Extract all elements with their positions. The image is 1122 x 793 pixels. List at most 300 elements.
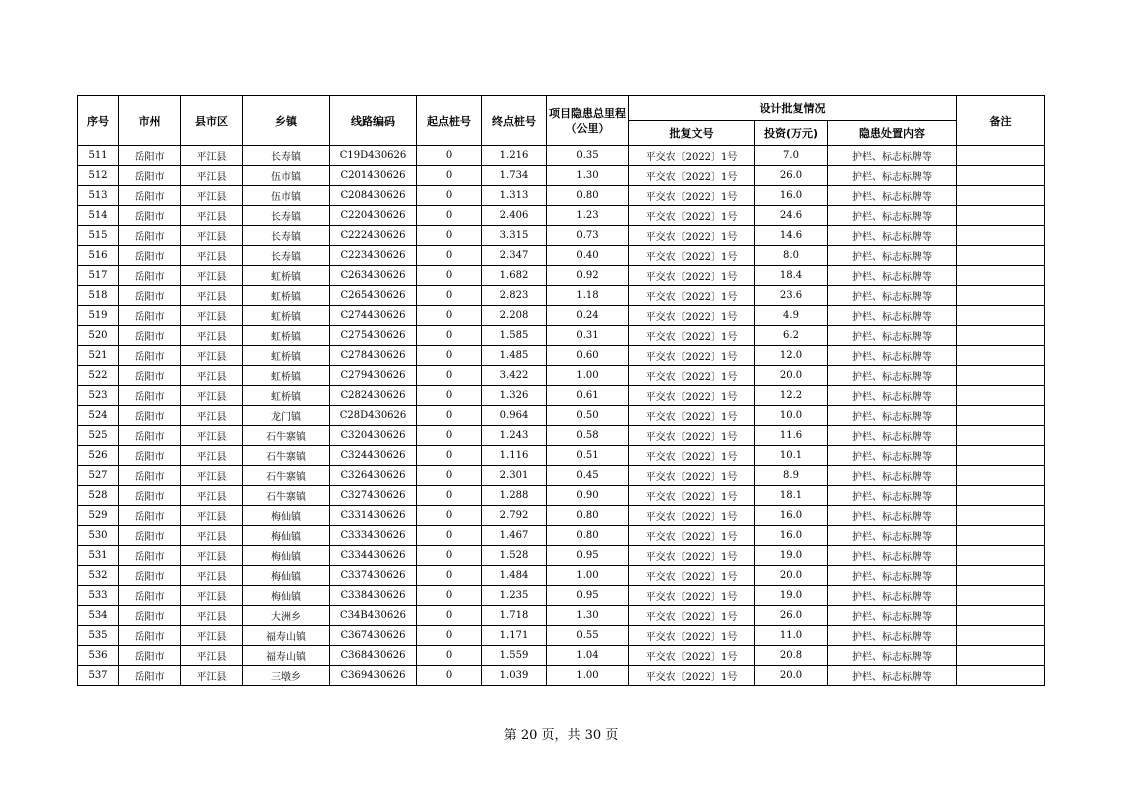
cell-county: 平江县 bbox=[181, 506, 243, 526]
cell-remarks bbox=[957, 666, 1045, 686]
cell-route-code: C274430626 bbox=[330, 306, 417, 326]
cell-total-mileage: 0.45 bbox=[547, 466, 629, 486]
table-row bbox=[78, 406, 1045, 426]
header-row-1 bbox=[78, 96, 1045, 121]
cell-end-stake: 2.208 bbox=[482, 306, 547, 326]
cell-seq: 530 bbox=[78, 526, 119, 546]
cell-investment: 4.9 bbox=[755, 306, 828, 326]
cell-end-stake: 1.235 bbox=[482, 586, 547, 606]
cell-approval-doc: 平交农〔2022〕1号 bbox=[629, 546, 755, 566]
cell-city: 岳阳市 bbox=[119, 246, 181, 266]
cell-end-stake: 1.467 bbox=[482, 526, 547, 546]
cell-seq: 535 bbox=[78, 626, 119, 646]
table-row bbox=[78, 666, 1045, 686]
cell-treatment: 护栏、标志标牌等 bbox=[828, 186, 957, 206]
cell-end-stake: 1.734 bbox=[482, 166, 547, 186]
cell-start-stake: 0 bbox=[417, 246, 482, 266]
cell-approval-doc: 平交农〔2022〕1号 bbox=[629, 526, 755, 546]
cell-city: 岳阳市 bbox=[119, 146, 181, 166]
cell-seq: 522 bbox=[78, 366, 119, 386]
cell-start-stake: 0 bbox=[417, 386, 482, 406]
cell-investment: 19.0 bbox=[755, 586, 828, 606]
cell-remarks bbox=[957, 226, 1045, 246]
cell-investment: 18.4 bbox=[755, 266, 828, 286]
cell-route-code: C326430626 bbox=[330, 466, 417, 486]
cell-approval-doc: 平交农〔2022〕1号 bbox=[629, 366, 755, 386]
cell-town: 长寿镇 bbox=[243, 246, 330, 266]
cell-county: 平江县 bbox=[181, 586, 243, 606]
cell-seq: 536 bbox=[78, 646, 119, 666]
cell-end-stake: 2.406 bbox=[482, 206, 547, 226]
cell-county: 平江县 bbox=[181, 346, 243, 366]
cell-approval-doc: 平交农〔2022〕1号 bbox=[629, 306, 755, 326]
table-row bbox=[78, 386, 1045, 406]
cell-treatment: 护栏、标志标牌等 bbox=[828, 566, 957, 586]
cell-total-mileage: 1.00 bbox=[547, 366, 629, 386]
cell-city: 岳阳市 bbox=[119, 606, 181, 626]
cell-treatment: 护栏、标志标牌等 bbox=[828, 446, 957, 466]
cell-investment: 20.8 bbox=[755, 646, 828, 666]
cell-town: 虹桥镇 bbox=[243, 266, 330, 286]
cell-treatment: 护栏、标志标牌等 bbox=[828, 586, 957, 606]
cell-total-mileage: 0.80 bbox=[547, 526, 629, 546]
cell-investment: 26.0 bbox=[755, 166, 828, 186]
cell-total-mileage: 0.35 bbox=[547, 146, 629, 166]
cell-total-mileage: 0.80 bbox=[547, 506, 629, 526]
cell-total-mileage: 0.90 bbox=[547, 486, 629, 506]
cell-route-code: C279430626 bbox=[330, 366, 417, 386]
cell-treatment: 护栏、标志标牌等 bbox=[828, 646, 957, 666]
cell-seq: 517 bbox=[78, 266, 119, 286]
cell-treatment: 护栏、标志标牌等 bbox=[828, 606, 957, 626]
cell-remarks bbox=[957, 146, 1045, 166]
cell-town: 龙门镇 bbox=[243, 406, 330, 426]
cell-remarks bbox=[957, 266, 1045, 286]
header-design-approval: 设计批复情况 bbox=[629, 96, 957, 121]
cell-treatment: 护栏、标志标牌等 bbox=[828, 306, 957, 326]
cell-treatment: 护栏、标志标牌等 bbox=[828, 206, 957, 226]
cell-remarks bbox=[957, 646, 1045, 666]
cell-treatment: 护栏、标志标牌等 bbox=[828, 326, 957, 346]
cell-end-stake: 3.422 bbox=[482, 366, 547, 386]
cell-end-stake: 1.682 bbox=[482, 266, 547, 286]
cell-seq: 511 bbox=[78, 146, 119, 166]
cell-end-stake: 1.528 bbox=[482, 546, 547, 566]
cell-city: 岳阳市 bbox=[119, 446, 181, 466]
cell-route-code: C333430626 bbox=[330, 526, 417, 546]
cell-start-stake: 0 bbox=[417, 646, 482, 666]
cell-end-stake: 1.718 bbox=[482, 606, 547, 626]
cell-county: 平江县 bbox=[181, 406, 243, 426]
cell-end-stake: 1.288 bbox=[482, 486, 547, 506]
cell-seq: 524 bbox=[78, 406, 119, 426]
cell-town: 虹桥镇 bbox=[243, 346, 330, 366]
cell-start-stake: 0 bbox=[417, 666, 482, 686]
cell-treatment: 护栏、标志标牌等 bbox=[828, 466, 957, 486]
header-route-code: 线路编码 bbox=[330, 96, 417, 146]
cell-route-code: C201430626 bbox=[330, 166, 417, 186]
cell-end-stake: 1.171 bbox=[482, 626, 547, 646]
header-investment: 投资(万元) bbox=[755, 121, 828, 146]
cell-approval-doc: 平交农〔2022〕1号 bbox=[629, 586, 755, 606]
cell-remarks bbox=[957, 186, 1045, 206]
cell-city: 岳阳市 bbox=[119, 386, 181, 406]
cell-investment: 10.0 bbox=[755, 406, 828, 426]
cell-town: 伍市镇 bbox=[243, 166, 330, 186]
table-row bbox=[78, 446, 1045, 466]
table-row bbox=[78, 506, 1045, 526]
cell-seq: 519 bbox=[78, 306, 119, 326]
cell-town: 梅仙镇 bbox=[243, 566, 330, 586]
cell-total-mileage: 1.04 bbox=[547, 646, 629, 666]
cell-investment: 6.2 bbox=[755, 326, 828, 346]
header-start-stake: 起点桩号 bbox=[417, 96, 482, 146]
table-row bbox=[78, 486, 1045, 506]
table-row bbox=[78, 526, 1045, 546]
cell-seq: 537 bbox=[78, 666, 119, 686]
cell-end-stake: 1.243 bbox=[482, 426, 547, 446]
cell-end-stake: 2.347 bbox=[482, 246, 547, 266]
cell-remarks bbox=[957, 586, 1045, 606]
cell-start-stake: 0 bbox=[417, 546, 482, 566]
cell-investment: 19.0 bbox=[755, 546, 828, 566]
cell-treatment: 护栏、标志标牌等 bbox=[828, 266, 957, 286]
cell-treatment: 护栏、标志标牌等 bbox=[828, 406, 957, 426]
cell-start-stake: 0 bbox=[417, 146, 482, 166]
cell-route-code: C223430626 bbox=[330, 246, 417, 266]
header-city: 市州 bbox=[119, 96, 181, 146]
header-town: 乡镇 bbox=[243, 96, 330, 146]
cell-city: 岳阳市 bbox=[119, 306, 181, 326]
cell-treatment: 护栏、标志标牌等 bbox=[828, 426, 957, 446]
cell-total-mileage: 0.51 bbox=[547, 446, 629, 466]
cell-remarks bbox=[957, 486, 1045, 506]
cell-end-stake: 2.823 bbox=[482, 286, 547, 306]
cell-investment: 26.0 bbox=[755, 606, 828, 626]
cell-total-mileage: 1.18 bbox=[547, 286, 629, 306]
cell-town: 梅仙镇 bbox=[243, 586, 330, 606]
cell-start-stake: 0 bbox=[417, 186, 482, 206]
table-row bbox=[78, 206, 1045, 226]
table-row bbox=[78, 286, 1045, 306]
cell-total-mileage: 0.92 bbox=[547, 266, 629, 286]
cell-investment: 16.0 bbox=[755, 526, 828, 546]
cell-seq: 526 bbox=[78, 446, 119, 466]
cell-city: 岳阳市 bbox=[119, 206, 181, 226]
cell-approval-doc: 平交农〔2022〕1号 bbox=[629, 206, 755, 226]
cell-investment: 18.1 bbox=[755, 486, 828, 506]
cell-remarks bbox=[957, 626, 1045, 646]
header-total-mileage: 项目隐患总里程（公里） bbox=[547, 96, 629, 146]
cell-town: 虹桥镇 bbox=[243, 326, 330, 346]
cell-start-stake: 0 bbox=[417, 486, 482, 506]
cell-county: 平江县 bbox=[181, 626, 243, 646]
cell-total-mileage: 0.24 bbox=[547, 306, 629, 326]
cell-investment: 24.6 bbox=[755, 206, 828, 226]
cell-route-code: C222430626 bbox=[330, 226, 417, 246]
cell-start-stake: 0 bbox=[417, 566, 482, 586]
cell-treatment: 护栏、标志标牌等 bbox=[828, 146, 957, 166]
cell-town: 长寿镇 bbox=[243, 226, 330, 246]
cell-county: 平江县 bbox=[181, 606, 243, 626]
cell-start-stake: 0 bbox=[417, 586, 482, 606]
cell-approval-doc: 平交农〔2022〕1号 bbox=[629, 386, 755, 406]
cell-remarks bbox=[957, 606, 1045, 626]
cell-city: 岳阳市 bbox=[119, 546, 181, 566]
cell-start-stake: 0 bbox=[417, 526, 482, 546]
cell-county: 平江县 bbox=[181, 326, 243, 346]
cell-town: 伍市镇 bbox=[243, 186, 330, 206]
cell-approval-doc: 平交农〔2022〕1号 bbox=[629, 666, 755, 686]
cell-seq: 525 bbox=[78, 426, 119, 446]
cell-end-stake: 2.301 bbox=[482, 466, 547, 486]
cell-remarks bbox=[957, 406, 1045, 426]
cell-approval-doc: 平交农〔2022〕1号 bbox=[629, 446, 755, 466]
cell-investment: 10.1 bbox=[755, 446, 828, 466]
cell-route-code: C368430626 bbox=[330, 646, 417, 666]
cell-treatment: 护栏、标志标牌等 bbox=[828, 226, 957, 246]
cell-city: 岳阳市 bbox=[119, 186, 181, 206]
cell-total-mileage: 1.30 bbox=[547, 606, 629, 626]
table-row bbox=[78, 546, 1045, 566]
cell-route-code: C282430626 bbox=[330, 386, 417, 406]
cell-county: 平江县 bbox=[181, 366, 243, 386]
cell-town: 长寿镇 bbox=[243, 206, 330, 226]
cell-total-mileage: 0.60 bbox=[547, 346, 629, 366]
cell-town: 梅仙镇 bbox=[243, 506, 330, 526]
cell-town: 虹桥镇 bbox=[243, 386, 330, 406]
cell-route-code: C334430626 bbox=[330, 546, 417, 566]
cell-county: 平江县 bbox=[181, 566, 243, 586]
cell-total-mileage: 0.95 bbox=[547, 586, 629, 606]
table-row bbox=[78, 246, 1045, 266]
cell-remarks bbox=[957, 346, 1045, 366]
cell-seq: 528 bbox=[78, 486, 119, 506]
page-footer: 第 20 页，共 30 页 bbox=[503, 728, 619, 743]
cell-remarks bbox=[957, 326, 1045, 346]
cell-approval-doc: 平交农〔2022〕1号 bbox=[629, 346, 755, 366]
cell-start-stake: 0 bbox=[417, 366, 482, 386]
cell-start-stake: 0 bbox=[417, 506, 482, 526]
cell-remarks bbox=[957, 546, 1045, 566]
cell-start-stake: 0 bbox=[417, 606, 482, 626]
cell-treatment: 护栏、标志标牌等 bbox=[828, 366, 957, 386]
cell-start-stake: 0 bbox=[417, 166, 482, 186]
cell-investment: 8.9 bbox=[755, 466, 828, 486]
cell-approval-doc: 平交农〔2022〕1号 bbox=[629, 426, 755, 446]
table-row bbox=[78, 186, 1045, 206]
cell-remarks bbox=[957, 526, 1045, 546]
cell-approval-doc: 平交农〔2022〕1号 bbox=[629, 246, 755, 266]
cell-route-code: C327430626 bbox=[330, 486, 417, 506]
cell-investment: 20.0 bbox=[755, 566, 828, 586]
cell-investment: 11.6 bbox=[755, 426, 828, 446]
cell-city: 岳阳市 bbox=[119, 646, 181, 666]
cell-remarks bbox=[957, 306, 1045, 326]
cell-route-code: C263430626 bbox=[330, 266, 417, 286]
cell-route-code: C278430626 bbox=[330, 346, 417, 366]
cell-start-stake: 0 bbox=[417, 406, 482, 426]
cell-town: 大洲乡 bbox=[243, 606, 330, 626]
cell-remarks bbox=[957, 166, 1045, 186]
cell-investment: 16.0 bbox=[755, 186, 828, 206]
cell-approval-doc: 平交农〔2022〕1号 bbox=[629, 286, 755, 306]
cell-end-stake: 3.315 bbox=[482, 226, 547, 246]
cell-total-mileage: 0.50 bbox=[547, 406, 629, 426]
cell-town: 石牛寨镇 bbox=[243, 486, 330, 506]
cell-town: 梅仙镇 bbox=[243, 526, 330, 546]
cell-seq: 529 bbox=[78, 506, 119, 526]
cell-investment: 7.0 bbox=[755, 146, 828, 166]
cell-town: 三墩乡 bbox=[243, 666, 330, 686]
cell-approval-doc: 平交农〔2022〕1号 bbox=[629, 166, 755, 186]
table-row bbox=[78, 226, 1045, 246]
table-row bbox=[78, 166, 1045, 186]
cell-total-mileage: 0.61 bbox=[547, 386, 629, 406]
cell-remarks bbox=[957, 246, 1045, 266]
table-row bbox=[78, 646, 1045, 666]
cell-total-mileage: 1.23 bbox=[547, 206, 629, 226]
cell-seq: 515 bbox=[78, 226, 119, 246]
cell-city: 岳阳市 bbox=[119, 406, 181, 426]
cell-start-stake: 0 bbox=[417, 206, 482, 226]
cell-county: 平江县 bbox=[181, 246, 243, 266]
data-table bbox=[77, 95, 1045, 686]
cell-route-code: C34B430626 bbox=[330, 606, 417, 626]
cell-approval-doc: 平交农〔2022〕1号 bbox=[629, 266, 755, 286]
cell-route-code: C367430626 bbox=[330, 626, 417, 646]
cell-total-mileage: 0.73 bbox=[547, 226, 629, 246]
cell-route-code: C320430626 bbox=[330, 426, 417, 446]
cell-treatment: 护栏、标志标牌等 bbox=[828, 286, 957, 306]
cell-county: 平江县 bbox=[181, 206, 243, 226]
cell-seq: 532 bbox=[78, 566, 119, 586]
cell-end-stake: 1.485 bbox=[482, 346, 547, 366]
cell-remarks bbox=[957, 366, 1045, 386]
table-row bbox=[78, 626, 1045, 646]
cell-investment: 23.6 bbox=[755, 286, 828, 306]
cell-town: 石牛寨镇 bbox=[243, 446, 330, 466]
cell-city: 岳阳市 bbox=[119, 586, 181, 606]
cell-route-code: C275430626 bbox=[330, 326, 417, 346]
cell-approval-doc: 平交农〔2022〕1号 bbox=[629, 186, 755, 206]
cell-treatment: 护栏、标志标牌等 bbox=[828, 506, 957, 526]
cell-seq: 518 bbox=[78, 286, 119, 306]
cell-total-mileage: 0.58 bbox=[547, 426, 629, 446]
cell-total-mileage: 0.31 bbox=[547, 326, 629, 346]
cell-investment: 11.0 bbox=[755, 626, 828, 646]
cell-city: 岳阳市 bbox=[119, 666, 181, 686]
table-row bbox=[78, 466, 1045, 486]
cell-county: 平江县 bbox=[181, 546, 243, 566]
cell-route-code: C337430626 bbox=[330, 566, 417, 586]
cell-seq: 534 bbox=[78, 606, 119, 626]
cell-end-stake: 1.039 bbox=[482, 666, 547, 686]
header-seq: 序号 bbox=[78, 96, 119, 146]
cell-remarks bbox=[957, 386, 1045, 406]
cell-treatment: 护栏、标志标牌等 bbox=[828, 666, 957, 686]
cell-total-mileage: 1.00 bbox=[547, 566, 629, 586]
cell-route-code: C208430626 bbox=[330, 186, 417, 206]
cell-county: 平江县 bbox=[181, 666, 243, 686]
cell-investment: 16.0 bbox=[755, 506, 828, 526]
cell-county: 平江县 bbox=[181, 266, 243, 286]
cell-county: 平江县 bbox=[181, 146, 243, 166]
cell-route-code: C265430626 bbox=[330, 286, 417, 306]
table-row bbox=[78, 366, 1045, 386]
cell-end-stake: 1.585 bbox=[482, 326, 547, 346]
cell-approval-doc: 平交农〔2022〕1号 bbox=[629, 626, 755, 646]
cell-investment: 20.0 bbox=[755, 366, 828, 386]
cell-city: 岳阳市 bbox=[119, 166, 181, 186]
cell-city: 岳阳市 bbox=[119, 526, 181, 546]
cell-investment: 12.2 bbox=[755, 386, 828, 406]
cell-start-stake: 0 bbox=[417, 326, 482, 346]
cell-county: 平江县 bbox=[181, 306, 243, 326]
cell-county: 平江县 bbox=[181, 446, 243, 466]
cell-county: 平江县 bbox=[181, 526, 243, 546]
cell-start-stake: 0 bbox=[417, 266, 482, 286]
cell-city: 岳阳市 bbox=[119, 426, 181, 446]
cell-city: 岳阳市 bbox=[119, 466, 181, 486]
cell-treatment: 护栏、标志标牌等 bbox=[828, 526, 957, 546]
cell-city: 岳阳市 bbox=[119, 266, 181, 286]
cell-route-code: C324430626 bbox=[330, 446, 417, 466]
header-remarks: 备注 bbox=[957, 96, 1045, 146]
cell-treatment: 护栏、标志标牌等 bbox=[828, 486, 957, 506]
cell-remarks bbox=[957, 286, 1045, 306]
cell-town: 福寿山镇 bbox=[243, 646, 330, 666]
header-treatment: 隐患处置内容 bbox=[828, 121, 957, 146]
cell-end-stake: 2.792 bbox=[482, 506, 547, 526]
cell-county: 平江县 bbox=[181, 646, 243, 666]
cell-route-code: C220430626 bbox=[330, 206, 417, 226]
cell-total-mileage: 0.95 bbox=[547, 546, 629, 566]
cell-route-code: C28D430626 bbox=[330, 406, 417, 426]
cell-county: 平江县 bbox=[181, 466, 243, 486]
cell-end-stake: 1.313 bbox=[482, 186, 547, 206]
cell-treatment: 护栏、标志标牌等 bbox=[828, 166, 957, 186]
cell-city: 岳阳市 bbox=[119, 626, 181, 646]
cell-start-stake: 0 bbox=[417, 306, 482, 326]
cell-treatment: 护栏、标志标牌等 bbox=[828, 626, 957, 646]
cell-approval-doc: 平交农〔2022〕1号 bbox=[629, 566, 755, 586]
table-row bbox=[78, 306, 1045, 326]
cell-approval-doc: 平交农〔2022〕1号 bbox=[629, 406, 755, 426]
cell-approval-doc: 平交农〔2022〕1号 bbox=[629, 226, 755, 246]
cell-town: 梅仙镇 bbox=[243, 546, 330, 566]
cell-city: 岳阳市 bbox=[119, 226, 181, 246]
cell-route-code: C369430626 bbox=[330, 666, 417, 686]
cell-total-mileage: 0.40 bbox=[547, 246, 629, 266]
cell-start-stake: 0 bbox=[417, 346, 482, 366]
cell-treatment: 护栏、标志标牌等 bbox=[828, 246, 957, 266]
cell-approval-doc: 平交农〔2022〕1号 bbox=[629, 326, 755, 346]
cell-treatment: 护栏、标志标牌等 bbox=[828, 346, 957, 366]
cell-start-stake: 0 bbox=[417, 286, 482, 306]
cell-investment: 14.6 bbox=[755, 226, 828, 246]
cell-seq: 533 bbox=[78, 586, 119, 606]
cell-total-mileage: 0.55 bbox=[547, 626, 629, 646]
cell-county: 平江县 bbox=[181, 486, 243, 506]
cell-start-stake: 0 bbox=[417, 446, 482, 466]
cell-treatment: 护栏、标志标牌等 bbox=[828, 546, 957, 566]
cell-city: 岳阳市 bbox=[119, 566, 181, 586]
cell-seq: 527 bbox=[78, 466, 119, 486]
cell-approval-doc: 平交农〔2022〕1号 bbox=[629, 646, 755, 666]
cell-seq: 523 bbox=[78, 386, 119, 406]
cell-total-mileage: 0.80 bbox=[547, 186, 629, 206]
